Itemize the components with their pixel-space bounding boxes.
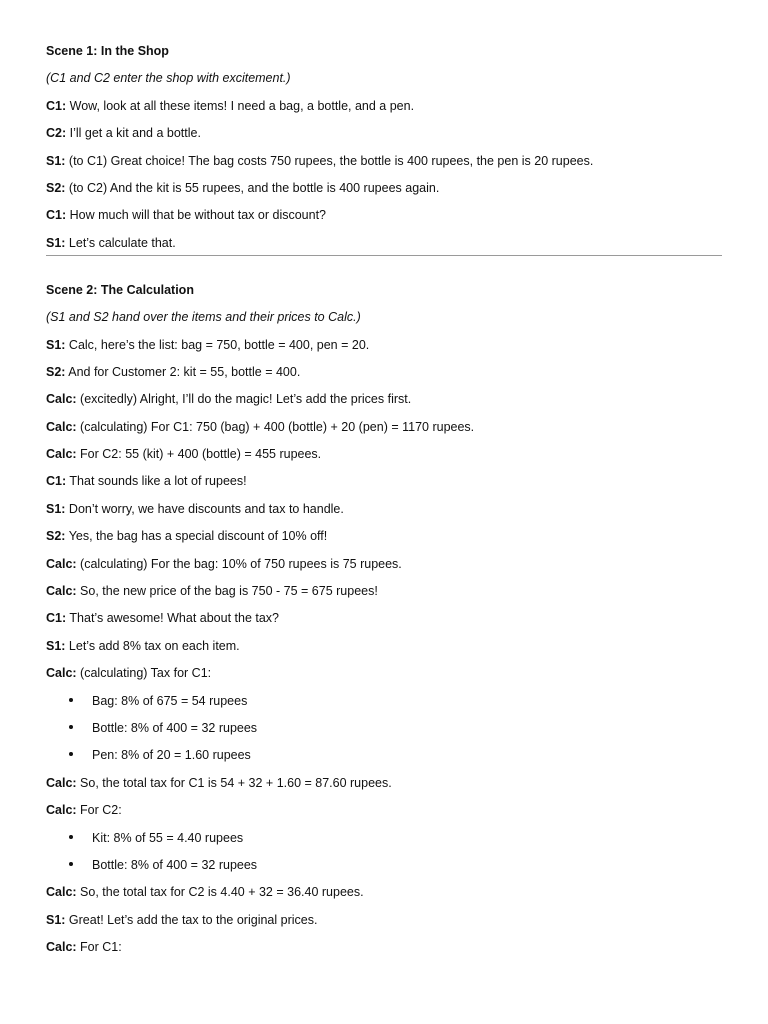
bullet-icon bbox=[69, 698, 73, 702]
bullet-icon bbox=[69, 752, 73, 756]
dialogue-text: So, the total tax for C2 is 4.40 + 32 = 36.40 rupees. bbox=[76, 885, 364, 900]
dialogue-line bbox=[46, 882, 722, 909]
dialogue-line bbox=[46, 581, 722, 608]
speaker-label: Calc: bbox=[46, 803, 77, 818]
dialogue-line bbox=[46, 910, 722, 937]
dialogue-text: Yes, the bag has a special discount of 10% off! bbox=[65, 529, 328, 544]
dialogue-text: So, the total tax for C1 is 54 + 32 + 1.60 = 87.60 rupees. bbox=[76, 775, 392, 790]
dialogue-line bbox=[46, 151, 722, 178]
scene2-dialogue bbox=[46, 335, 722, 965]
dialogue-line bbox=[46, 417, 722, 444]
script-document bbox=[46, 41, 722, 965]
dialogue-text: Great! Let’s add the tax to the original prices. bbox=[65, 912, 318, 927]
dialogue-text: That sounds like a lot of rupees! bbox=[66, 474, 247, 489]
speaker-label: Calc: bbox=[46, 392, 77, 407]
speaker-label: Calc: bbox=[46, 556, 77, 571]
dialogue-line bbox=[46, 499, 722, 526]
dialogue-text: (calculating) For the bag: 10% of 750 rupees is 75 rupees. bbox=[76, 556, 402, 571]
dialogue-line bbox=[46, 96, 722, 123]
dialogue-text: (calculating) For C1: 750 (bag) + 400 (bottle) + 20 (pen) = 1170 rupees. bbox=[76, 419, 475, 434]
speaker-label: Calc: bbox=[46, 940, 77, 955]
bullet-icon bbox=[69, 835, 73, 839]
scene1-stage-direction: (C1 and C2 enter the shop with excitement.) bbox=[46, 71, 291, 86]
dialogue-line bbox=[46, 205, 722, 232]
speaker-label: S2: bbox=[46, 180, 66, 195]
dialogue-text: For C2: 55 (kit) + 400 (bottle) = 455 rupees. bbox=[76, 447, 322, 462]
dialogue-text: Wow, look at all these items! I need a bag, a bottle, and a pen. bbox=[66, 98, 415, 113]
dialogue-line bbox=[46, 335, 722, 362]
dialogue-text: For C2: bbox=[76, 803, 122, 818]
dialogue-line bbox=[46, 608, 722, 635]
bullet-text: Kit: 8% of 55 = 4.40 rupees bbox=[92, 830, 244, 845]
speaker-label: C2: bbox=[46, 126, 67, 141]
speaker-label: S2: bbox=[46, 529, 66, 544]
bullet-item bbox=[46, 855, 722, 882]
speaker-label: C1: bbox=[46, 208, 67, 223]
dialogue-text: For C1: bbox=[76, 940, 122, 955]
dialogue-text: Let’s calculate that. bbox=[65, 235, 176, 250]
speaker-label: C1: bbox=[46, 98, 67, 113]
dialogue-line bbox=[46, 636, 722, 663]
dialogue-text: Calc, here’s the list: bag = 750, bottle = 400, pen = 20. bbox=[65, 337, 370, 352]
speaker-label: C1: bbox=[46, 611, 67, 626]
dialogue-text: Let’s add 8% tax on each item. bbox=[65, 638, 240, 653]
dialogue-line bbox=[46, 800, 722, 827]
dialogue-text: How much will that be without tax or discount? bbox=[66, 208, 327, 223]
bullet-item bbox=[46, 828, 722, 855]
dialogue-line bbox=[46, 773, 722, 800]
bullet-item bbox=[46, 745, 722, 772]
bullet-icon bbox=[69, 862, 73, 866]
speaker-label: S1: bbox=[46, 337, 66, 352]
speaker-label: S1: bbox=[46, 235, 66, 250]
dialogue-line bbox=[46, 471, 722, 498]
dialogue-text: (to C2) And the kit is 55 rupees, and the bottle is 400 rupees again. bbox=[65, 180, 440, 195]
bullet-text: Bottle: 8% of 400 = 32 rupees bbox=[92, 857, 258, 872]
scene2-heading: Scene 2: The Calculation bbox=[46, 282, 194, 297]
dialogue-line bbox=[46, 123, 722, 150]
dialogue-line bbox=[46, 233, 722, 253]
scene1-heading: Scene 1: In the Shop bbox=[46, 44, 169, 58]
speaker-label: Calc: bbox=[46, 584, 77, 599]
dialogue-line bbox=[46, 444, 722, 471]
bullet-item bbox=[46, 691, 722, 718]
dialogue-text: Don’t worry, we have discounts and tax to handle. bbox=[65, 501, 344, 516]
speaker-label: S1: bbox=[46, 638, 66, 653]
dialogue-text: That’s awesome! What about the tax? bbox=[66, 611, 280, 626]
dialogue-line bbox=[46, 178, 722, 205]
scene2-stage-direction: (S1 and S2 hand over the items and their prices to Calc.) bbox=[46, 310, 361, 325]
dialogue-line bbox=[46, 554, 722, 581]
dialogue-text: And for Customer 2: kit = 55, bottle = 400. bbox=[65, 364, 301, 379]
dialogue-text: (to C1) Great choice! The bag costs 750 rupees, the bottle is 400 rupees, the pen is 20 rupees. bbox=[65, 153, 594, 168]
speaker-label: Calc: bbox=[46, 775, 77, 790]
bullet-text: Bottle: 8% of 400 = 32 rupees bbox=[92, 720, 258, 735]
dialogue-line bbox=[46, 362, 722, 389]
scene1-dialogue bbox=[46, 96, 722, 253]
speaker-label: S1: bbox=[46, 501, 66, 516]
speaker-label: Calc: bbox=[46, 447, 77, 462]
speaker-label: Calc: bbox=[46, 666, 77, 681]
bullet-icon bbox=[69, 725, 73, 729]
bullet-text: Pen: 8% of 20 = 1.60 rupees bbox=[92, 748, 251, 763]
dialogue-line bbox=[46, 937, 722, 964]
dialogue-text: (calculating) Tax for C1: bbox=[76, 666, 212, 681]
dialogue-text: (excitedly) Alright, I’ll do the magic! Let’s add the prices first. bbox=[76, 392, 412, 407]
dialogue-line bbox=[46, 389, 722, 416]
speaker-label: S1: bbox=[46, 912, 66, 927]
speaker-label: Calc: bbox=[46, 419, 77, 434]
bullet-text: Bag: 8% of 675 = 54 rupees bbox=[92, 693, 248, 708]
dialogue-text: I’ll get a kit and a bottle. bbox=[66, 126, 201, 141]
dialogue-text: So, the new price of the bag is 750 - 75 = 675 rupees! bbox=[76, 584, 378, 599]
divider-spacer bbox=[46, 256, 722, 280]
speaker-label: S1: bbox=[46, 153, 66, 168]
dialogue-line bbox=[46, 663, 722, 690]
speaker-label: S2: bbox=[46, 364, 66, 379]
dialogue-line bbox=[46, 526, 722, 553]
speaker-label: Calc: bbox=[46, 885, 77, 900]
speaker-label: C1: bbox=[46, 474, 67, 489]
bullet-item bbox=[46, 718, 722, 745]
